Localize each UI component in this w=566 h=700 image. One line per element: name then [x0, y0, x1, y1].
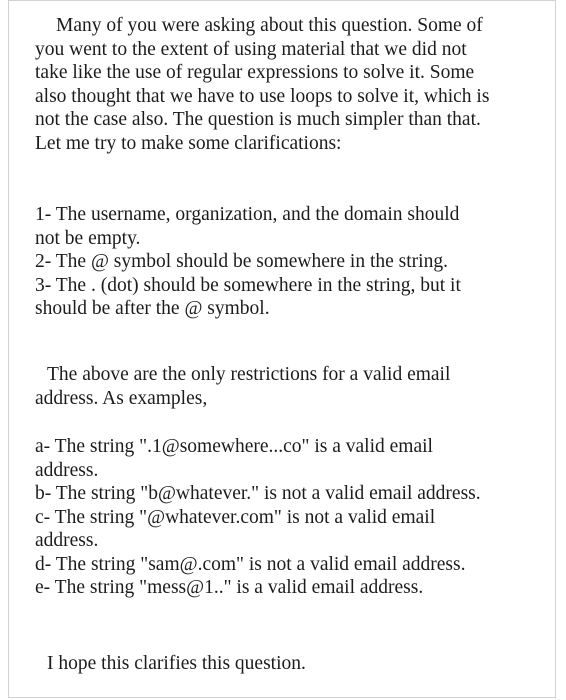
intro-paragraph: Many of you were asking about this question. Some of you went to the extent of using material that we did not take like the use of regular expressions to solve it. Some also thought that we have to use loops to solve it, which is not the case also. The question is much simpler than that. Let me try to make some clarifications: [35, 15, 490, 154]
restrictions-paragraph: The above are the only restrictions for a valid email address. As examples, [35, 364, 451, 409]
document-page [8, 0, 556, 698]
examples-list: a- The string ".1@somewhere...co" is a valid email address. b- The string "b@whatever." is not a valid email address. c- The string "@whatever.com" is not a valid email address. d- The string "sam@.com" is not a valid email address. e- The string "mess@1.." is a valid email address. [35, 436, 481, 598]
rules-list: 1- The username, organization, and the domain should not be empty. 2- The @ symbol should be somewhere in the string. 3- The . (dot) should be somewhere in the string, but it should be after the @ symbol. [35, 204, 461, 319]
closing-paragraph: I hope this clarifies this question. [47, 653, 306, 674]
